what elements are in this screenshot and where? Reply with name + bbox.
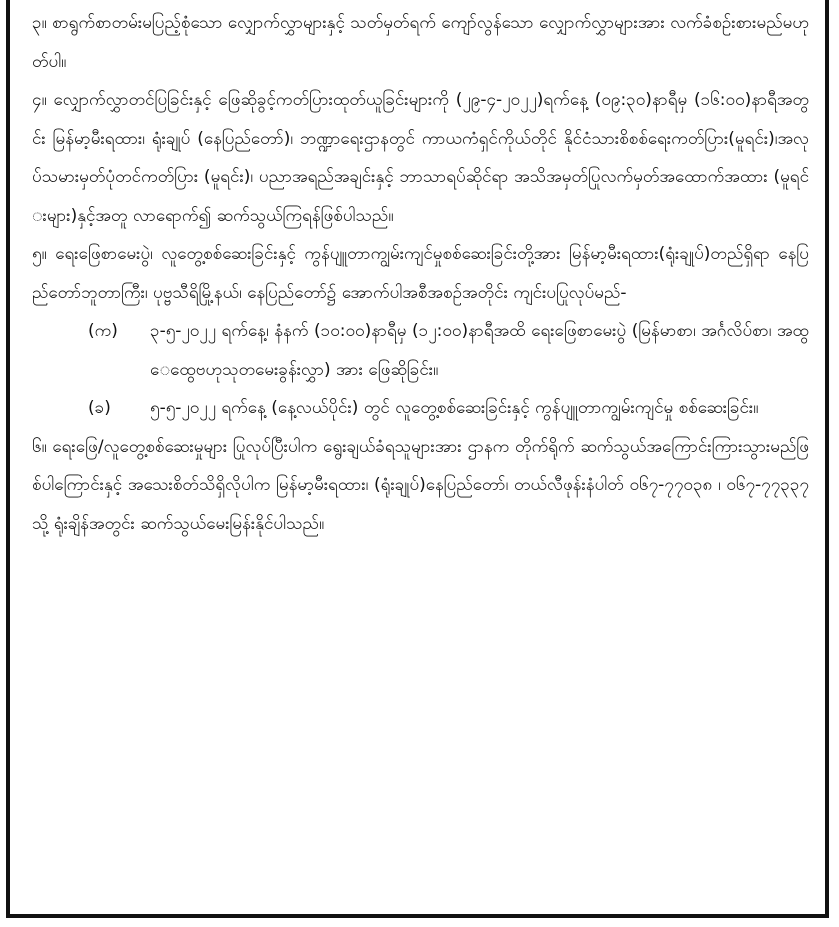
list-marker: (ခ) [88, 398, 111, 418]
document-frame [6, 0, 829, 918]
schedule-item-ka [32, 312, 809, 389]
paragraph-6: ၆။ ရေးဖြေ/လူတွေ့စစ်ဆေးမှုများ ပြုလုပ်ပြီးပါက ရွေးချယ်ခံရသူများအား ဌာနက တိုက်ရိုက် ဆက်သွယ်အကြောင်းကြားသွားမည်ဖြစ်ပါကြောင်းနှင့် အသေးစိတ်သိရှိလိုပါက မြန်မာ့မီးရထား၊ (ရုံးချုပ်)နေပြည်တော်၊ တယ်လီဖုန်းနံပါတ် ၀၆၇-၇၇၀၃၈ ၊ ၀၆၇-၇၇၃၃၇ သို့ ရုံးချိန်အတွင်း ဆက်သွယ်မေးမြန်းနိုင်ပါသည်။ [32, 436, 809, 534]
schedule-item-kha [32, 389, 809, 428]
list-item-text: ၃-၅-၂၀၂၂ ရက်နေ့၊ နံနက် (၁၀:၀၀)နာရီမှ (၁၂:၀၀)နာရီအထိ ရေးဖြေစာမေးပွဲ (မြန်မာစာ၊ အင်္ဂလိပ်စာ၊ အထွေထွေဗဟုသုတမေးခွန်းလွှာ) အား ဖြေဆိုခြင်း။ [150, 321, 809, 380]
list-marker: (က) [88, 321, 118, 341]
paragraph-4: ၄။ လျှောက်လွှာတင်ပြခြင်းနှင့် ဖြေဆိုခွင့်ကတ်ပြားထုတ်ယူခြင်းများကို (၂၉-၄-၂၀၂၂)ရက်နေ့ (၀၉:၃၀)နာရီမှ (၁၆:၀၀)နာရီအတွင်း မြန်မာ့မီးရထား၊ ရုံးချုပ် (နေပြည်တော်)၊ ဘဏ္ဍာရေးဌာနတွင် ကာယကံရှင်ကိုယ်တိုင် နိုင်ငံသားစိစစ်ရေးကတ်ပြား(မူရင်း)၊အလုပ်သမားမှတ်ပုံတင်ကတ်ပြား (မူရင်း)၊ ပညာအရည်အချင်းနှင့် ဘာသာရပ်ဆိုင်ရာ အသိအမှတ်ပြုလက်မှတ်အထောက်အထား (မူရင်းများ)နှင့်အတူ လာရောက်၍ ဆက်သွယ်ကြရန်ဖြစ်ပါသည်။ [32, 90, 809, 226]
paragraph-3: ၃။ စာရွက်စာတမ်းမပြည့်စုံသော လျှောက်လွှာများနှင့် သတ်မှတ်ရက် ကျော်လွန်သော လျှောက်လွှာများအား လက်ခံစဉ်းစားမည်မဟုတ်ပါ။ [32, 13, 809, 72]
paragraph-5: ၅။ ရေးဖြေစာမေးပွဲ၊ လူတွေ့စစ်ဆေးခြင်းနှင့် ကွန်ပျူတာကျွမ်းကျင်မှုစစ်ဆေးခြင်းတို့အား မြန်မာ့မီးရထား(ရုံးချုပ်)တည်ရှိရာ နေပြည်တော်ဘူတာကြီး၊ ပုဗ္ဗသီရိမြို့နယ်၊ နေပြည်တော်၌ အောက်ပါအစီအစဉ်အတိုင်း ကျင်းပပြုလုပ်မည်- [32, 244, 809, 303]
schedule-list [32, 312, 809, 428]
list-item-text: ၅-၅-၂၀၂၂ ရက်နေ့ (နေ့လယ်ပိုင်း) တွင် လူတွေ့စစ်ဆေးခြင်းနှင့် ကွန်ပျူတာကျွမ်းကျင်မှု စစ်ဆေးခြင်း။ [150, 398, 759, 418]
document-body [32, 4, 809, 543]
